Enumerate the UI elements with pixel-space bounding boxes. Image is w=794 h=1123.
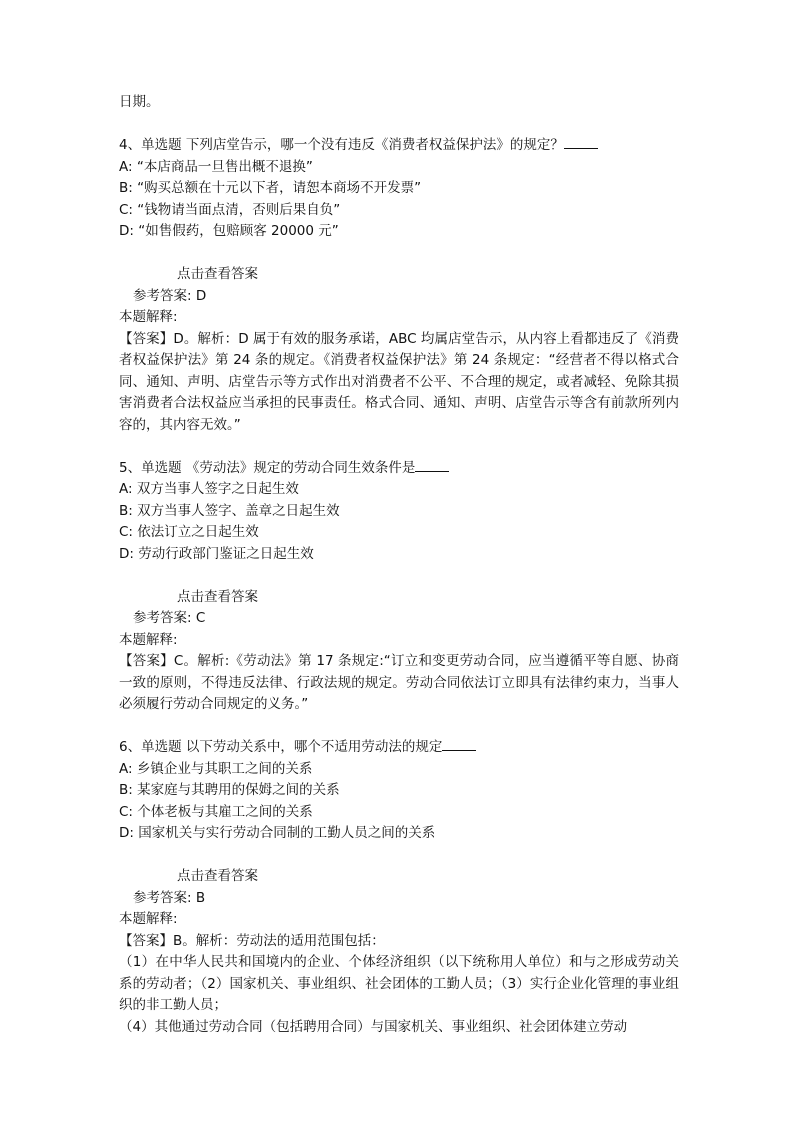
document-page xyxy=(119,92,679,1038)
reference-answer: 参考答案: D xyxy=(133,287,207,304)
answer-blank xyxy=(442,738,476,751)
question-header-text: 5、单选题 《劳动法》规定的劳动合同生效条件是 xyxy=(119,459,416,476)
answer-blank xyxy=(415,459,449,472)
option-b: B: “购买总额在十元以下者，请恕本商场不开发票” xyxy=(119,180,422,196)
explanation-scope-1: （1）在中华人民共和国境内的企业、个体经济组织（以下统称用人单位）和与之形成劳动关系的劳动者；（2）国家机关、事业组织、社会团体的工勤人员；（3）实行企业化管理的事业组织的非工勤人员； xyxy=(119,954,679,1013)
explanation-text: 【答案】D。解析：D 属于有效的服务承诺，ABC 均属店堂告示，从内容上看都违反了《消费者权益保护法》第 24 条的规定。《消费者权益保护法》第 24 条规定：“经营者不得以格式合同、通知、声明、店堂告示等方式作出对消费者不公平、不合理的规定，或者减轻、免除其损害消费者合法权益应当承担的民事责任。格式合同、通知、声明、店堂告示等含有前款所列内容的，其内容无效。” xyxy=(119,330,679,433)
option-c: C: “钱物请当面点清，否则后果自负” xyxy=(119,201,341,218)
question-6 xyxy=(119,737,679,1038)
intro-tail-text: 日期。 xyxy=(119,94,160,110)
explanation-label: 本题解释: xyxy=(119,309,178,325)
question-header-text: 6、单选题 以下劳动关系中，哪个不适用劳动法的规定 xyxy=(119,739,443,755)
view-answer-link[interactable]: 点击查看答案 xyxy=(177,588,258,605)
question-4 xyxy=(119,135,679,436)
option-c: C: 个体老板与其雇工之间的关系 xyxy=(119,803,313,820)
question-header xyxy=(119,135,679,157)
option-d: D: “如售假药，包赔顾客 20000 元” xyxy=(119,223,339,239)
option-d: D: 劳动行政部门鉴证之日起生效 xyxy=(119,545,314,562)
question-5 xyxy=(119,458,679,716)
option-a: A: 双方当事人签字之日起生效 xyxy=(119,481,299,497)
question-header xyxy=(119,737,679,759)
answer-blank xyxy=(564,136,598,149)
option-d: D: 国家机关与实行劳动合同制的工勤人员之间的关系 xyxy=(119,825,436,841)
option-a: A: 乡镇企业与其职工之间的关系 xyxy=(119,760,313,777)
explanation-label: 本题解释: xyxy=(119,631,178,648)
option-b: B: 双方当事人签字、盖章之日起生效 xyxy=(119,502,340,519)
explanation-label: 本题解释: xyxy=(119,911,178,927)
question-header xyxy=(119,458,679,480)
explanation-scope-2: （4）其他通过劳动合同（包括聘用合同）与国家机关、事业组织、社会团体建立劳动 xyxy=(119,1018,628,1035)
explanation-text: 【答案】C。解析:《劳动法》第 17 条规定:“订立和变更劳动合同，应当遵循平等自愿、协商一致的原则，不得违反法律、行政法规的规定。劳动合同依法订立即具有法律约束力，当事人必须履行劳动合同规定的义务。” xyxy=(119,653,679,712)
reference-answer: 参考答案: C xyxy=(133,610,206,626)
question-header-text: 4、单选题 下列店堂告示，哪一个没有违反《消费者权益保护法》的规定？ xyxy=(119,137,564,153)
option-b: B: 某家庭与其聘用的保姆之间的关系 xyxy=(119,782,340,798)
option-c: C: 依法订立之日起生效 xyxy=(119,524,259,540)
option-a: A: “本店商品一旦售出概不退换” xyxy=(119,158,313,175)
explanation-text: 【答案】B。解析：劳动法的适用范围包括： xyxy=(119,932,385,949)
reference-answer: 参考答案: B xyxy=(133,889,206,906)
view-answer-link[interactable]: 点击查看答案 xyxy=(177,266,258,282)
view-answer-link[interactable]: 点击查看答案 xyxy=(177,868,258,884)
